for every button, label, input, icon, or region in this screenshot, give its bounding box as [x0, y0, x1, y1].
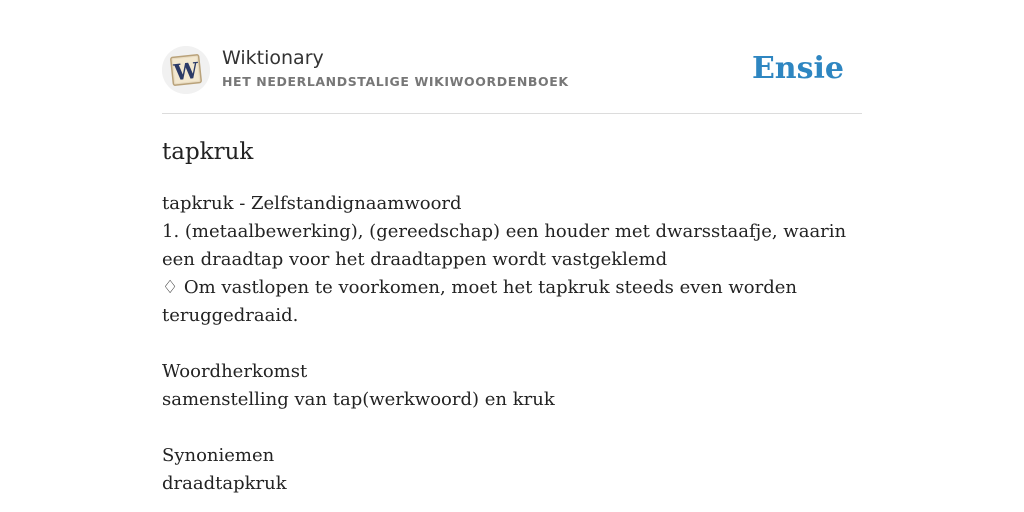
- synonyms-text: draadtapkruk: [162, 473, 287, 494]
- brand-logo-link[interactable]: Ensie: [751, 51, 844, 86]
- spacer: [162, 414, 862, 442]
- page: [162, 0, 862, 494]
- wiktionary-logo-icon[interactable]: [162, 46, 210, 94]
- svg-text:W: W: [172, 57, 200, 87]
- example-sentence: ♢ Om vastlopen te voorkomen, moet het tapkruk steeds even worden teruggedraaid.: [162, 277, 798, 326]
- site-name[interactable]: Wiktionary: [222, 47, 324, 69]
- etymology-heading: Woordherkomst: [162, 361, 308, 382]
- site-subtitle: HET NEDERLANDSTALIGE WIKIWOORDENBOEK: [222, 74, 569, 89]
- part-of-speech-line: tapkruk - Zelfstandignaamwoord: [162, 193, 462, 214]
- etymology-text: samenstelling van tap(werkwoord) en kruk: [162, 389, 555, 410]
- definition: 1. (metaalbewerking), (gereedschap) een houder met dwarsstaafje, waarin een draadtap voor het draadtappen wordt vastgeklemd: [162, 221, 847, 270]
- spacer: [162, 330, 862, 358]
- page-title: tapkruk: [162, 139, 254, 165]
- entry-content: [162, 190, 862, 498]
- synonyms-heading: Synoniemen: [162, 445, 275, 466]
- site-header: [162, 0, 862, 114]
